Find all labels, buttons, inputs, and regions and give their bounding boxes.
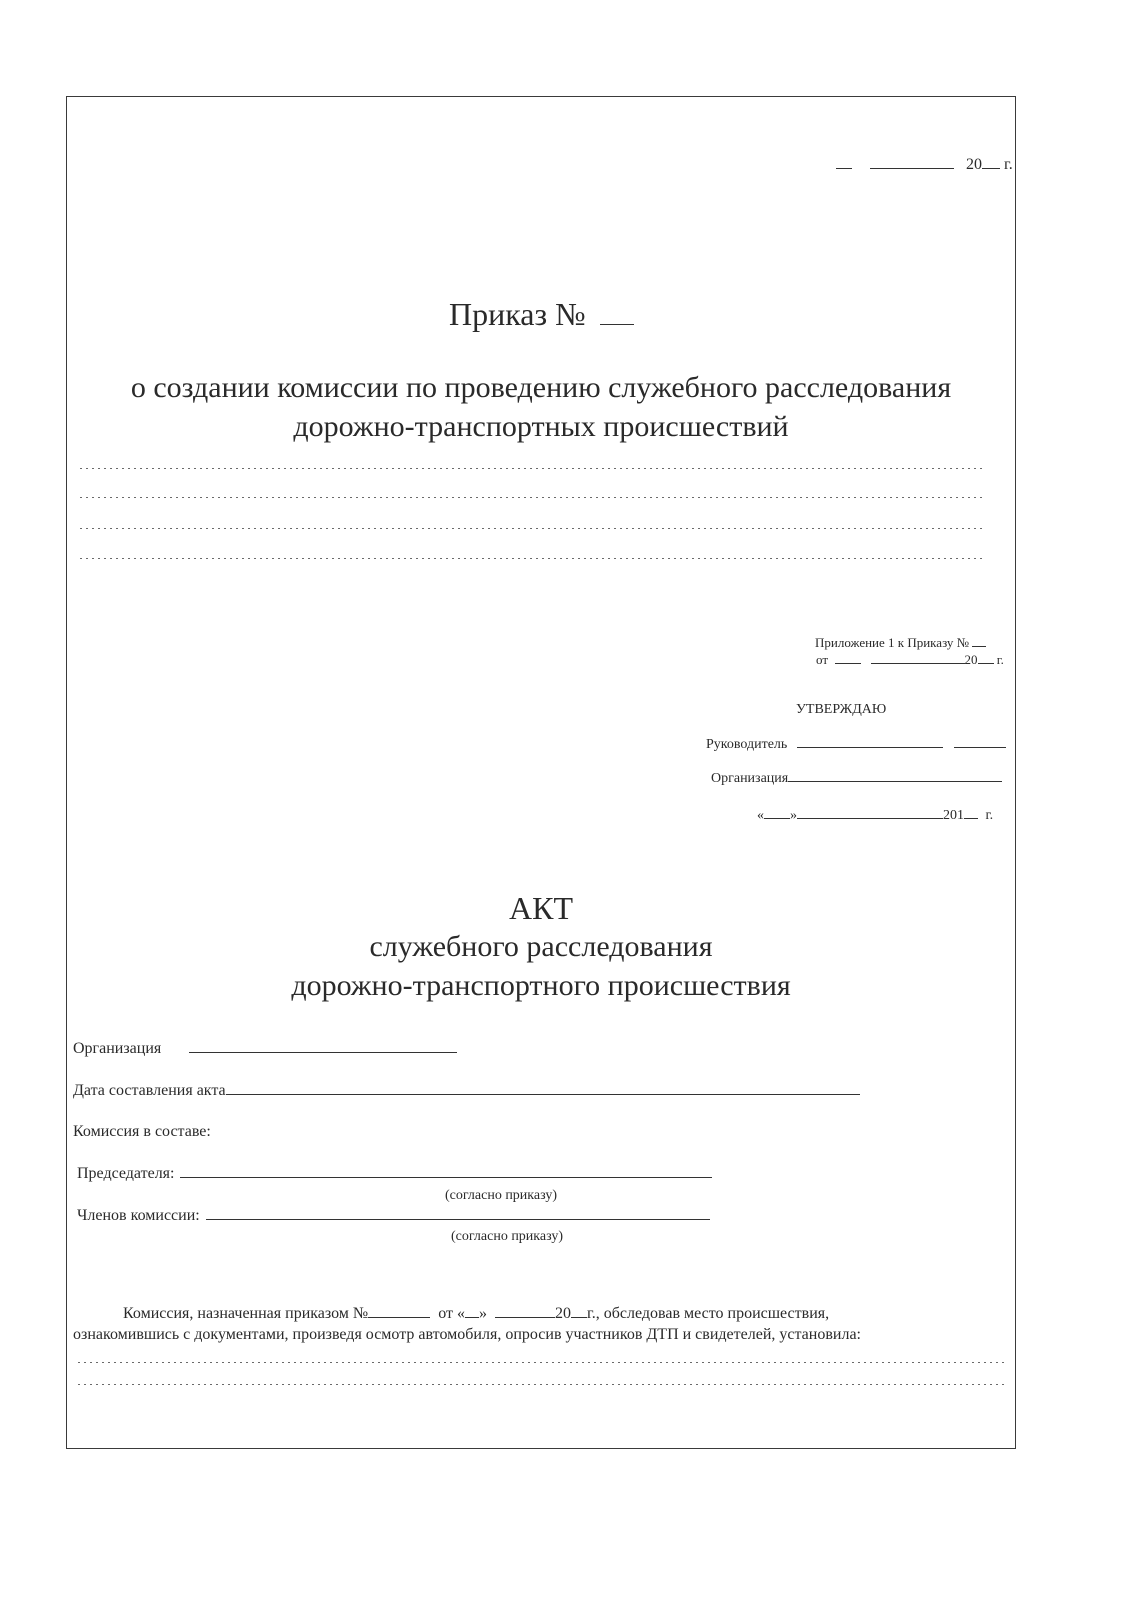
statement-line2: ознакомившись с документами, произведя осмотр автомобиля, опросив участников ДТП и свидетелей, установила:: [73, 1326, 861, 1343]
order-title: Приказ №: [449, 296, 634, 333]
commission-label: Комиссия в составе:: [73, 1123, 211, 1140]
act-date-row: Дата составления акта: [73, 1082, 860, 1100]
act-subtitle-line1: служебного расследования: [369, 930, 713, 963]
top-date-year: 20: [966, 156, 982, 173]
organization-row: Организация: [73, 1040, 457, 1058]
approve-date-row: « » 201 г.: [757, 808, 994, 823]
organization-field[interactable]: [189, 1051, 457, 1053]
chairman-field[interactable]: [180, 1176, 712, 1178]
members-hint: (согласно приказу): [451, 1229, 563, 1244]
approve-heading: УТВЕРЖДАЮ: [796, 702, 887, 717]
chairman-hint: (согласно приказу): [445, 1188, 557, 1203]
top-date-suffix: г.: [1004, 156, 1013, 173]
fill-line: [78, 528, 984, 529]
fill-line: [76, 1362, 1006, 1363]
order-subject-line2: дорожно-транспортных происшествий: [293, 410, 789, 443]
order-subject-line1: о создании комиссии по проведению служебного расследования: [130, 371, 952, 404]
appendix-line2: от 20 г.: [816, 652, 1004, 667]
members-field[interactable]: [206, 1218, 710, 1220]
fill-line: [78, 558, 984, 559]
appendix-line1: Приложение 1 к Приказу №: [815, 635, 986, 651]
fill-line: [76, 1384, 1006, 1385]
top-date: [836, 156, 1013, 174]
chairman-row: Председателя:: [77, 1165, 712, 1183]
statement-line1: Комиссия, назначенная приказом № от « » 20 г., обследовав место происшествия,: [123, 1305, 830, 1322]
fill-line: [78, 497, 984, 498]
fill-line: [78, 468, 984, 469]
act-title: АКТ: [509, 890, 573, 926]
act-subtitle-line2: дорожно-транспортного происшествия: [291, 969, 791, 1002]
act-date-field[interactable]: [226, 1093, 860, 1095]
approve-head-row: Руководитель: [706, 737, 1006, 753]
members-row: Членов комиссии:: [77, 1207, 710, 1225]
approve-org-row: Организация: [711, 771, 1002, 787]
